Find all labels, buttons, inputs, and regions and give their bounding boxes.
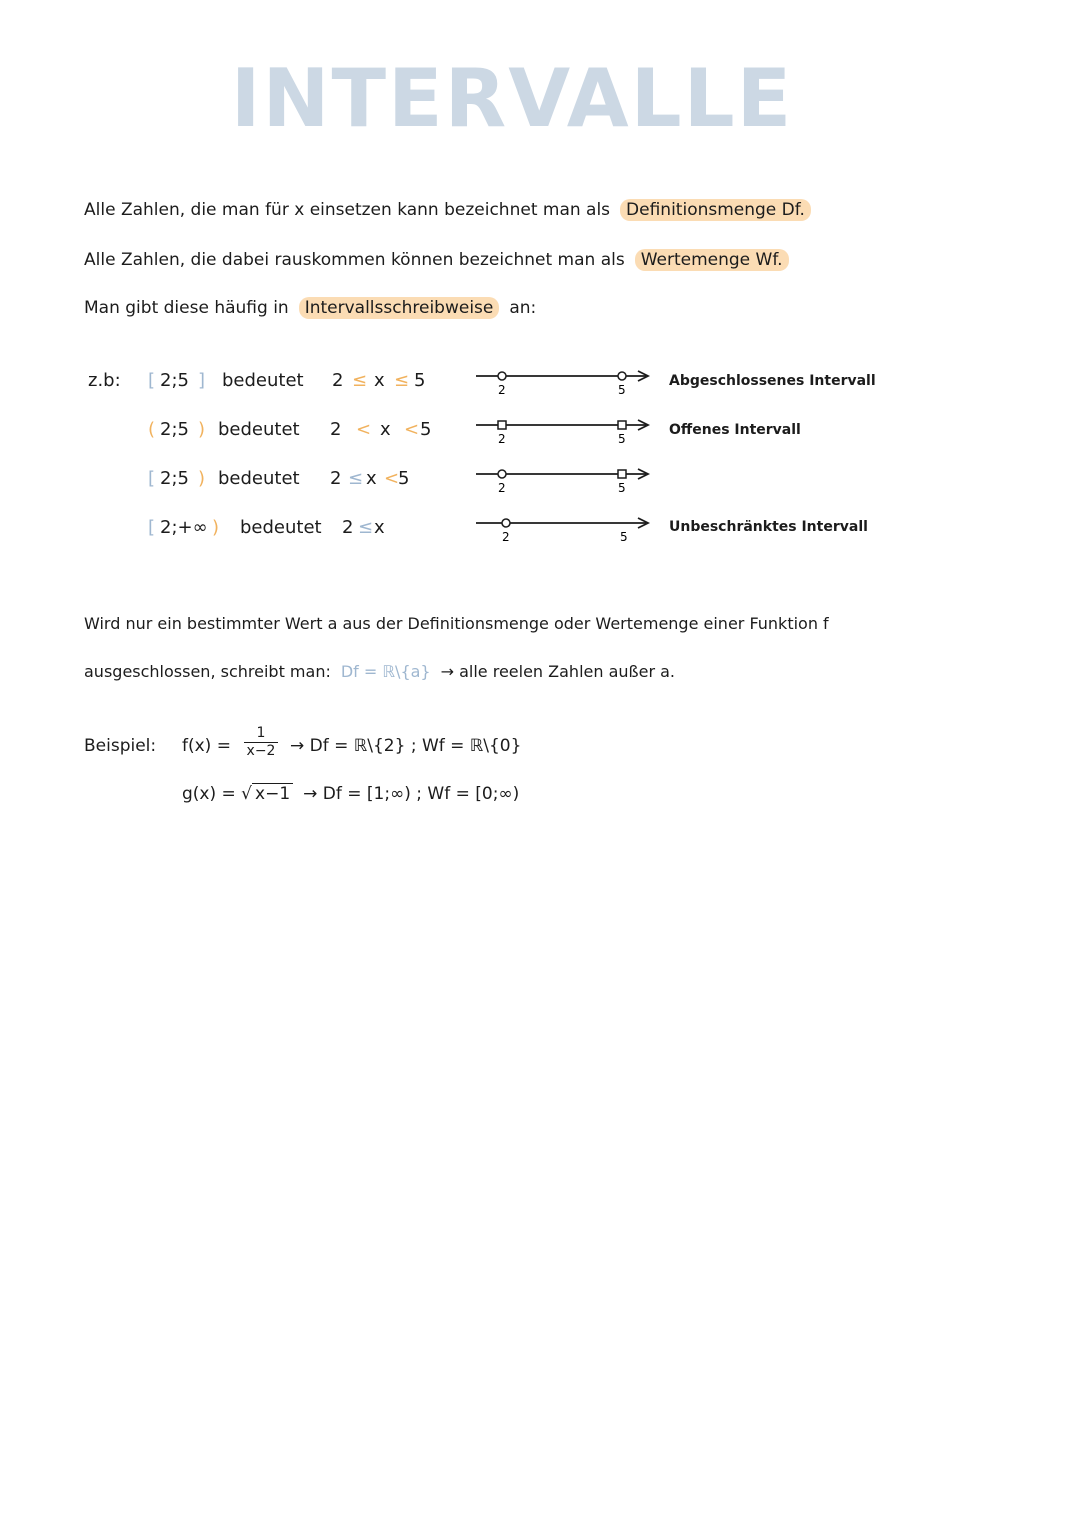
intro-line-1 <box>84 200 811 220</box>
f-fraction <box>244 726 278 759</box>
examples-prefix-text: z.b: <box>88 370 121 391</box>
op2: ≤ <box>394 370 410 391</box>
example-row-1 <box>148 370 468 402</box>
close-bracket: ] <box>198 370 206 391</box>
exclusion-line-2-pre: ausgeschlossen, schreibt man: <box>84 662 331 681</box>
open-endpoint-2 <box>498 421 506 429</box>
variable: x <box>374 517 385 538</box>
closed-endpoint-2 <box>502 519 510 527</box>
label-unbounded-interval: Unbeschränktes Intervall <box>669 519 868 535</box>
lhs-value: 2 <box>332 370 344 391</box>
example-row-2 <box>148 419 468 451</box>
number-line-halfopen-svg <box>474 464 664 500</box>
variable: x <box>374 370 385 391</box>
number-line-open-svg <box>474 415 664 451</box>
closed-endpoint-2 <box>498 470 506 478</box>
open-bracket: [ <box>148 370 156 391</box>
close-bracket: ) <box>198 468 206 489</box>
means-text: bedeutet <box>218 468 300 489</box>
close-bracket: ) <box>198 419 206 440</box>
tick-label-2: 2 <box>498 481 506 495</box>
open-bracket: [ <box>148 517 156 538</box>
exclusion-line-2-post: → alle reelen Zahlen außer a. <box>440 662 675 681</box>
lhs-value: 2 <box>330 419 342 440</box>
op1: ≤ <box>352 370 368 391</box>
beispiel-label: Beispiel: <box>84 736 157 756</box>
exclusion-line-1: Wird nur ein bestimmter Wert a aus der Definitionsmenge oder Wertemenge einer Funktion f <box>84 614 829 633</box>
means-text: bedeutet <box>240 517 322 538</box>
highlight-definitionsmenge: Definitionsmenge Df. <box>620 199 811 221</box>
intro-line-1-text: Alle Zahlen, die man für x einsetzen kann bezeichnet man als <box>84 200 611 220</box>
tick-label-5: 5 <box>618 432 626 446</box>
label-closed-interval: Abgeschlossenes Intervall <box>669 373 876 389</box>
highlight-wertemenge: Wertemenge Wf. <box>635 249 789 271</box>
means-text: bedeutet <box>218 419 300 440</box>
closed-endpoint-5 <box>618 372 626 380</box>
open-bracket: [ <box>148 468 156 489</box>
variable: x <box>366 468 377 489</box>
means-text: bedeutet <box>222 370 304 391</box>
tick-label-2: 2 <box>498 383 506 397</box>
variable: x <box>380 419 391 440</box>
interval-text: 2;5 <box>160 419 189 440</box>
page-title: INTERVALLE <box>230 52 794 145</box>
rhs-value: 5 <box>398 468 410 489</box>
open-endpoint-5 <box>618 421 626 429</box>
f-lhs: f(x) = <box>182 736 231 756</box>
label-open-interval: Offenes Intervall <box>669 422 801 438</box>
tick-label-2: 2 <box>498 432 506 446</box>
tick-label-5: 5 <box>618 383 626 397</box>
tick-label-5: 5 <box>620 530 628 544</box>
exclusion-formula: Df = ℝ\{a} <box>340 662 431 681</box>
open-endpoint-5 <box>618 470 626 478</box>
op1: < <box>356 419 372 440</box>
g-lhs: g(x) = √ <box>182 784 253 804</box>
op1: ≤ <box>358 517 374 538</box>
g-radicand: x−1 <box>252 783 293 804</box>
example-row-3 <box>148 468 468 500</box>
close-bracket: ) <box>212 517 220 538</box>
interval-text: 2;5 <box>160 370 189 391</box>
lhs-value: 2 <box>342 517 354 538</box>
number-line-closed-svg <box>474 366 664 402</box>
example-row-4 <box>148 517 468 549</box>
op2: < <box>384 468 400 489</box>
tick-label-2: 2 <box>502 530 510 544</box>
rhs-value: 5 <box>414 370 426 391</box>
intro-line-3-pre: Man gibt diese häufig in <box>84 298 289 318</box>
op1: ≤ <box>348 468 364 489</box>
intro-line-3-post: an: <box>509 298 537 318</box>
number-line-4 <box>474 513 664 549</box>
f-numerator: 1 <box>256 725 266 741</box>
g-formula <box>182 784 519 804</box>
f-denominator: x−2 <box>246 743 276 759</box>
intro-line-2-text: Alle Zahlen, die dabei rauskommen können bezeichnet man als <box>84 250 625 270</box>
highlight-intervallschreibweise: Intervallsschreibweise <box>299 297 500 319</box>
exclusion-line-2 <box>84 662 675 681</box>
f-result: → Df = ℝ\{2} ; Wf = ℝ\{0} <box>290 736 522 756</box>
intro-line-2 <box>84 250 789 270</box>
intro-line-3 <box>84 298 536 318</box>
number-line-unbounded-svg <box>474 513 664 549</box>
examples-prefix <box>88 370 148 402</box>
g-result: → Df = [1;∞) ; Wf = [0;∞) <box>303 784 520 804</box>
open-bracket: ( <box>148 419 156 440</box>
number-line-2 <box>474 415 664 451</box>
interval-text: 2;5 <box>160 468 189 489</box>
number-line-3 <box>474 464 664 500</box>
interval-text: 2;+∞ <box>160 517 208 538</box>
closed-endpoint-2 <box>498 372 506 380</box>
lhs-value: 2 <box>330 468 342 489</box>
number-line-1 <box>474 366 664 402</box>
op2: < <box>404 419 420 440</box>
tick-label-5: 5 <box>618 481 626 495</box>
rhs-value: 5 <box>420 419 432 440</box>
